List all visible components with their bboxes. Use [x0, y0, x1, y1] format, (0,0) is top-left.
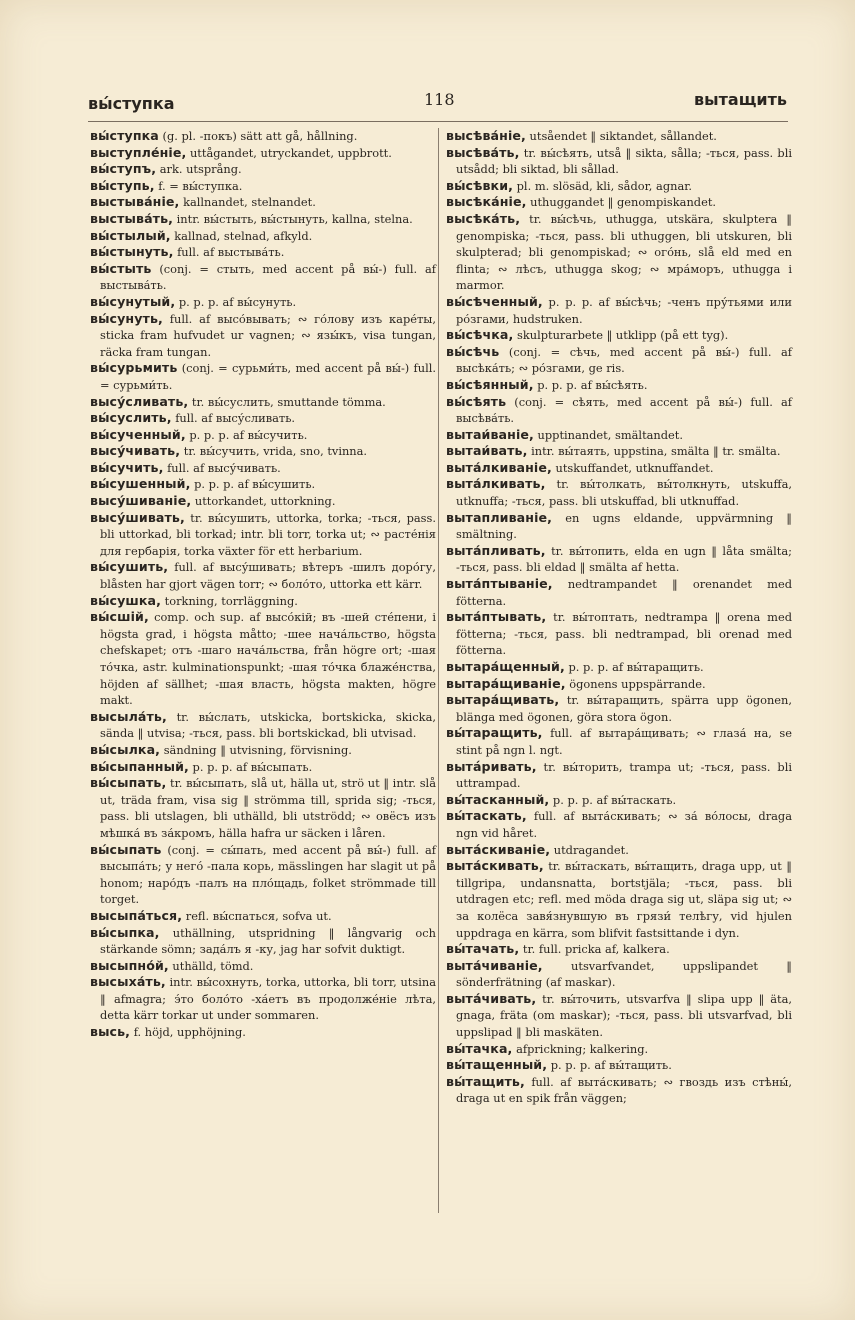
entry-definition: intr. вы́таять, uppstina, smälta ‖ tr. smälta.: [531, 444, 781, 459]
entry-definition: p. p. p. af вы́таращить.: [568, 660, 704, 674]
entry-definition: uttorkandet, uttorkning.: [194, 494, 336, 509]
dictionary-entry: [446, 676, 792, 693]
entry-definition: full. af выстыва́ть.: [177, 245, 285, 260]
dictionary-entry: [90, 460, 436, 477]
entry-definition: tr. вы́таращить, spärra upp ögonen, blänga med ögonen, göra stora ögon.: [456, 693, 793, 724]
entry-definition: refl. вы́спаться, sofva ut.: [185, 908, 332, 923]
entry-headword: вы́сѣчь: [446, 343, 500, 359]
entry-definition: ögonens uppspärrande.: [569, 676, 706, 691]
dictionary-entry: [446, 1074, 792, 1107]
entry-headword: вы́тачать,: [446, 941, 520, 957]
entry-headword: вы́сушенный,: [90, 476, 191, 492]
entry-definition: torkning, torrläggning.: [164, 593, 298, 608]
entry-definition: en ugns eldande, uppvärmning ‖ smältning.: [456, 510, 792, 542]
entry-definition: full. af выта́скивать; ∾ гвоздь изъ стѣны́, draga ut en spik från väggen;: [456, 1074, 792, 1106]
dictionary-entry: [446, 858, 792, 941]
dictionary-entry: [90, 410, 436, 427]
entry-headword: высу́шиваніе,: [90, 493, 192, 509]
dictionary-entry: [90, 974, 436, 1024]
entry-definition: tr. вы́сушить, uttorka, torka; -ться, pass. bli uttorkad, bli torkad; intr. bli torr, torka ut; ∾ расте́нія для гербарія, torka växter för ett herbarium.: [100, 510, 436, 558]
right-guideword: вытащить: [694, 90, 787, 109]
entry-headword: выта́птывать,: [446, 609, 547, 625]
entry-definition: p. p. p. af вы́таскать.: [552, 792, 677, 807]
entry-headword: вы́сшій,: [90, 609, 149, 625]
entry-definition: p. p. p. af вы́сушить.: [194, 477, 316, 492]
entry-headword: вы́таскать,: [446, 808, 527, 824]
dictionary-entry: [90, 842, 436, 908]
entry-definition: afprickning; kalkering.: [516, 1041, 649, 1056]
entry-definition: p. p. p. af вы́тащить.: [550, 1058, 672, 1073]
entry-headword: выта́лкиваніе,: [446, 459, 552, 475]
dictionary-entry: [446, 941, 792, 958]
entry-headword: высыпно́й,: [90, 957, 169, 973]
left-column: [90, 128, 436, 1041]
entry-definition: upptinandet, smältandet.: [537, 427, 684, 442]
entry-headword: высыха́ть,: [90, 974, 166, 990]
entry-headword: выстыва́ть,: [90, 210, 174, 226]
dictionary-entry: [90, 493, 436, 510]
entry-headword: вы́сучить,: [90, 459, 164, 475]
entry-definition: comp. och sup. af высо́кій; въ -шей сте́пени, i högsta grad, i högsta måtto; -шее нача́льство, högsta chefskapet; отъ -шаго нача́льства, från högre ort; -шая то́чка, astr. kulminationspunkt; -шая то́чка блаже́нства, höjden af sällhet; -шая власть, högsta makten, högre makt.: [100, 610, 436, 708]
entry-definition: intr. вы́сохнуть, torka, uttorka, bli torr, utsina ‖ afmagra; э́то боло́то -ха́етъ въ продолже́ніе лѣта, detta kärr torkar ut under sommaren.: [100, 975, 436, 1023]
dictionary-entry: [90, 775, 436, 841]
entry-headword: выта́птываніе,: [446, 576, 553, 592]
dictionary-entry: [90, 759, 436, 776]
dictionary-entry: [446, 725, 792, 758]
dictionary-entry: [90, 593, 436, 610]
dictionary-entry: [90, 294, 436, 311]
entry-definition: sändning ‖ utvisning, förvisning.: [163, 742, 352, 757]
page-number: 118: [424, 90, 455, 109]
entry-headword: вы́сученный,: [90, 426, 186, 442]
dictionary-entry: [90, 476, 436, 493]
entry-definition: full. af высу́шивать; вѣтеръ -шилъ доро́гу, blåsten har gjort vägen torr; ∾ боло́то, uttorka ett kärr.: [100, 560, 436, 592]
header-rule: [88, 121, 788, 122]
entry-headword: выстыва́ніе,: [90, 194, 180, 210]
entry-headword: высу́чивать,: [90, 443, 181, 459]
entry-headword: высѣка́ть,: [446, 210, 521, 226]
dictionary-entry: [446, 576, 792, 609]
entry-definition: f. höjd, upphöjning.: [133, 1025, 246, 1040]
dictionary-entry: [90, 443, 436, 460]
entry-headword: вытара́щенный,: [446, 659, 565, 674]
dictionary-entry: [446, 991, 792, 1041]
entry-headword: вы́сѣченный,: [446, 293, 543, 309]
entry-definition: utsvarfvandet, uppslipandet ‖ sönderfrätning (af maskar).: [456, 958, 792, 990]
entry-headword: вы́сушка,: [90, 592, 162, 608]
entry-definition: utsåendet ‖ siktandet, sållandet.: [529, 129, 717, 143]
dictionary-entry: [446, 211, 792, 294]
entry-headword: вы́суслить,: [90, 410, 172, 426]
entry-definition: ark. utsprång.: [159, 162, 242, 177]
entry-definition: (conj. = стыть, med accent på вы́-) full. af выстыва́ть.: [100, 261, 436, 293]
dictionary-entry: [446, 792, 792, 809]
entry-headword: вы́сѣянный,: [446, 376, 534, 392]
dictionary-entry: [90, 211, 436, 228]
entry-headword: выта́скивать,: [446, 858, 544, 874]
entry-headword: вы́тачка,: [446, 1040, 513, 1056]
entry-headword: вы́стылый,: [90, 227, 171, 243]
entry-headword: выта́скиваніе,: [446, 841, 551, 857]
dictionary-entry: [446, 427, 792, 444]
entry-headword: высу́сливать,: [90, 393, 189, 409]
dictionary-entry: [446, 842, 792, 859]
dictionary-entry: [446, 692, 792, 725]
entry-headword: вы́ступка: [90, 128, 159, 143]
entry-headword: выта́лкивать,: [446, 476, 546, 492]
dictionary-entry: [446, 460, 792, 477]
entry-headword: вытаи́вать,: [446, 443, 528, 459]
entry-definition: uttågandet, utryckandet, uppbrott.: [189, 145, 392, 160]
entry-headword: вы́сурьмить: [90, 360, 178, 376]
dictionary-entry: [446, 543, 792, 576]
entry-headword: вы́сунутый,: [90, 293, 176, 309]
entry-headword: вы́сыпать,: [90, 775, 167, 791]
entry-headword: высь,: [90, 1024, 131, 1040]
dictionary-entry: [446, 128, 792, 145]
dictionary-entry: [446, 327, 792, 344]
entry-definition: full. af вытара́щивать; ∾ глаза́ на, se stint på ngn l. ngt.: [456, 726, 793, 757]
entry-definition: (g. pl. -покъ) sätt att gå, hållning.: [162, 129, 358, 143]
dictionary-entry: [90, 609, 436, 709]
dictionary-entry: [90, 709, 436, 742]
entry-headword: вы́тащить,: [446, 1073, 525, 1089]
dictionary-entry: [446, 145, 792, 178]
dictionary-entry: [446, 759, 792, 792]
entry-headword: вы́стыть: [90, 260, 152, 276]
entry-headword: вы́стынуть,: [90, 244, 174, 260]
entry-definition: tr. вы́топить, elda en ugn ‖ låta smälta; -ться, pass. bli eldad ‖ smälta af hetta.: [456, 543, 792, 575]
dictionary-entry: [446, 178, 792, 195]
entry-definition: tr. вы́сыпать, slå ut, hälla ut, strö ut ‖ intr. slå ut, träda fram, visa sig ‖ strömma till, sprida sig; -ться, pass. bli utslagen, bli uthälld, bli utströdd; ∾ овёсъ изъ мѣшка́ въ за́кромъ, hälla hafra ur säcken i låren.: [100, 776, 436, 840]
dictionary-entry: [90, 360, 436, 393]
dictionary-entry: [446, 344, 792, 377]
entry-headword: вы́таращить,: [446, 725, 543, 741]
entry-definition: tr. full. pricka af, kalkera.: [522, 942, 670, 957]
dictionary-entry: [90, 194, 436, 211]
entry-headword: выта́пливать,: [446, 542, 546, 558]
entry-definition: tr. вы́сучить, vrida, sno, tvinna.: [183, 444, 368, 459]
dictionary-entry: [446, 609, 792, 659]
dictionary-entry: [90, 925, 436, 958]
dictionary-entry: [90, 311, 436, 361]
entry-definition: full. af выта́скивать; ∾ за́ во́лосы, draga ngn vid håret.: [456, 809, 793, 840]
entry-headword: вы́сушить,: [90, 559, 169, 575]
entry-headword: выта́чивать,: [446, 990, 537, 1006]
entry-headword: вы́ступъ,: [90, 161, 157, 177]
entry-headword: вы́сылка,: [90, 741, 161, 757]
dictionary-entry: [446, 194, 792, 211]
entry-headword: высѣва́ніе,: [446, 128, 526, 143]
entry-headword: вы́сыпка,: [90, 924, 160, 940]
entry-headword: вы́тащенный,: [446, 1057, 548, 1073]
dictionary-entry: [90, 178, 436, 195]
entry-definition: full. af высу́сливать.: [175, 411, 296, 426]
entry-definition: p. p. p. af вы́сѣять.: [537, 377, 648, 392]
dictionary-entry: [446, 443, 792, 460]
entry-headword: вытара́щиваніе,: [446, 675, 566, 691]
entry-headword: выта́чиваніе,: [446, 957, 543, 973]
entry-definition: p. p. p. af вы́сунуть.: [178, 294, 297, 309]
dictionary-entry: [90, 908, 436, 925]
entry-definition: pl. m. slösäd, kli, sådor, agnar.: [516, 178, 693, 193]
dictionary-entry: [90, 559, 436, 592]
entry-definition: tr. вы́торить, trampa ut; -ться, pass. bli uttrampad.: [456, 759, 793, 791]
entry-definition: nedtrampandet ‖ orenandet med fötterna.: [456, 577, 792, 608]
entry-headword: вы́сѣвки,: [446, 177, 514, 193]
dictionary-entry: [446, 377, 792, 394]
dictionary-entry: [446, 294, 792, 327]
entry-definition: tr. вы́слать, utskicka, bortskicka, skicka, sända ‖ utvisa; -ться, pass. bli bortskickad, bli utvisad.: [100, 709, 436, 741]
entry-headword: высыпа́ться,: [90, 907, 183, 923]
dictionary-entry: [90, 427, 436, 444]
dictionary-entry: [90, 228, 436, 245]
entry-definition: intr. вы́стыть, вы́стынуть, kallna, stelna.: [176, 211, 413, 226]
entry-definition: p. p. p. af вы́сыпать.: [192, 759, 313, 774]
dictionary-entry: [446, 510, 792, 543]
dictionary-entry: [90, 244, 436, 261]
entry-headword: вытаи́ваніе,: [446, 426, 534, 442]
dictionary-entry: [446, 808, 792, 841]
entry-definition: (conj. = сурьми́ть, med accent på вы́-) full. = сурьми́ть.: [100, 361, 436, 392]
left-guideword: вы́ступка: [88, 94, 175, 113]
dictionary-entry: [90, 958, 436, 975]
dictionary-entry: [446, 394, 792, 427]
entry-headword: выступле́ніе,: [90, 144, 187, 160]
entry-definition: kallnandet, stelnandet.: [183, 195, 316, 210]
entry-definition: uthuggandet ‖ genompiskandet.: [530, 195, 717, 210]
entry-definition: tr. вы́топтать, nedtrampa ‖ orena med fötterna; -ться, pass. bli nedtrampad, bli orenad med fötterna.: [456, 610, 792, 658]
entry-headword: вы́сыпанный,: [90, 758, 189, 774]
entry-headword: вы́сѣчка,: [446, 327, 514, 343]
entry-definition: (conj. = сы́пать, med accent på вы́-) full. af высыпа́ть; у него́ -пала корь, mässlingen har slagit ut på honom; наро́дъ -палъ на пло́щадь, folket strömmade till torget.: [100, 842, 436, 907]
entry-definition: tr. вы́сѣчь, uthugga, utskära, skulptera ‖ genompiska; -ться, pass. bli uthuggen, bli utskuren, bli skulpterad; bli genompiskad; ∾ ого́нь, slå eld med en flinta; ∾ лѣсъ, uthugga skog; ∾ мра́моръ, uthugga i marmor.: [456, 211, 792, 293]
dictionary-entry: [446, 476, 792, 509]
dictionary-entry: [90, 128, 436, 145]
entry-headword: высыла́ть,: [90, 708, 167, 724]
entry-definition: tr. вы́точить, utsvarfva ‖ slipa upp ‖ äta, gnaga, fräta (om maskar); -ться, pass. bli utsvarfvad, bli uppslipad ‖ bli maskäten.: [456, 991, 793, 1040]
right-column: [446, 128, 792, 1107]
entry-definition: p. p. p. af вы́сѣчь; -ченъ пру́тьями или ро́згами, hudstruken.: [456, 294, 792, 326]
entry-headword: вытара́щивать,: [446, 692, 560, 708]
entry-headword: вы́сѣять: [446, 393, 507, 409]
entry-headword: высѣва́ть,: [446, 144, 520, 160]
entry-headword: вы́сыпать: [90, 841, 162, 857]
entry-definition: full. af высо́вывать; ∾ го́лову изъ каре́ты, sticka fram hufvudet ur vagnen; ∾ язы́къ, visa tungan, räcka fram tungan.: [100, 311, 436, 359]
dictionary-entry: [90, 145, 436, 162]
entry-definition: uthällning, utspridning ‖ långvarig och stärkande sömn; зада́лъ я -ку, jag har sofvit duktigt.: [100, 925, 436, 957]
dictionary-entry: [90, 1024, 436, 1041]
entry-headword: высу́шивать,: [90, 509, 185, 525]
entry-definition: kallnad, stelnad, afkyld.: [174, 228, 313, 243]
dictionary-entry: [90, 394, 436, 411]
entry-headword: вы́тасканный,: [446, 791, 550, 807]
entry-definition: tr. вы́сѣять, utså ‖ sikta, sålla; -ться, pass. bli utsådd; bli siktad, bli sållad.: [456, 145, 792, 177]
column-divider: [438, 128, 439, 1213]
entry-definition: utskuffandet, utknuffandet.: [555, 460, 714, 475]
dictionary-entry: [446, 659, 792, 676]
entry-headword: высѣка́ніе,: [446, 194, 527, 210]
entry-headword: вы́сунуть,: [90, 310, 163, 326]
dictionary-entry: [90, 510, 436, 560]
dictionary-entry: [446, 1041, 792, 1058]
entry-definition: tr. вы́таскать, вы́тащить, draga upp, ut ‖ tillgripa, undansnatta, bortstjäla; -ться, pass. bli utdragen etc; refl. med möda draga sig ut, släpa sig ut; ∾ за колёса завя́знувшую въ грязи́ телѣгу, vid hjulen uppdraga en kärra, som blifvit fastsittande i dyn.: [456, 859, 792, 940]
entry-definition: utdragandet.: [553, 842, 629, 857]
entry-headword: вытапливаніе,: [446, 509, 553, 525]
entry-headword: вы́ступь,: [90, 177, 155, 193]
entry-definition: (conj. = сѣчь, med accent på вы́-) full. af высѣка́ть; ∾ ро́згами, ge ris.: [456, 344, 792, 376]
entry-definition: full. af высу́чивать.: [167, 460, 281, 475]
entry-definition: tr. вы́суслить, smuttande tömma.: [191, 394, 386, 409]
entry-definition: f. = вы́ступка.: [158, 178, 243, 193]
dictionary-entry: [90, 261, 436, 294]
dictionary-entry: [90, 161, 436, 178]
entry-definition: (conj. = сѣять, med accent på вы́-) full. af высѣва́ть.: [456, 394, 792, 426]
entry-definition: uthälld, tömd.: [172, 958, 254, 973]
entry-definition: tr. вы́толкать, вы́толкнуть, utskuffa, utknuffa; -ться, pass. bli utskuffad, bli utknuffad.: [456, 477, 792, 509]
dictionary-entry: [446, 958, 792, 991]
dictionary-entry: [446, 1057, 792, 1074]
entry-definition: p. p. p. af вы́сучить.: [189, 427, 308, 442]
page-header: [0, 84, 855, 114]
entry-definition: skulpturarbete ‖ utklipp (på ett tyg).: [517, 328, 729, 343]
dictionary-entry: [90, 742, 436, 759]
entry-headword: вытáривать,: [446, 758, 537, 774]
